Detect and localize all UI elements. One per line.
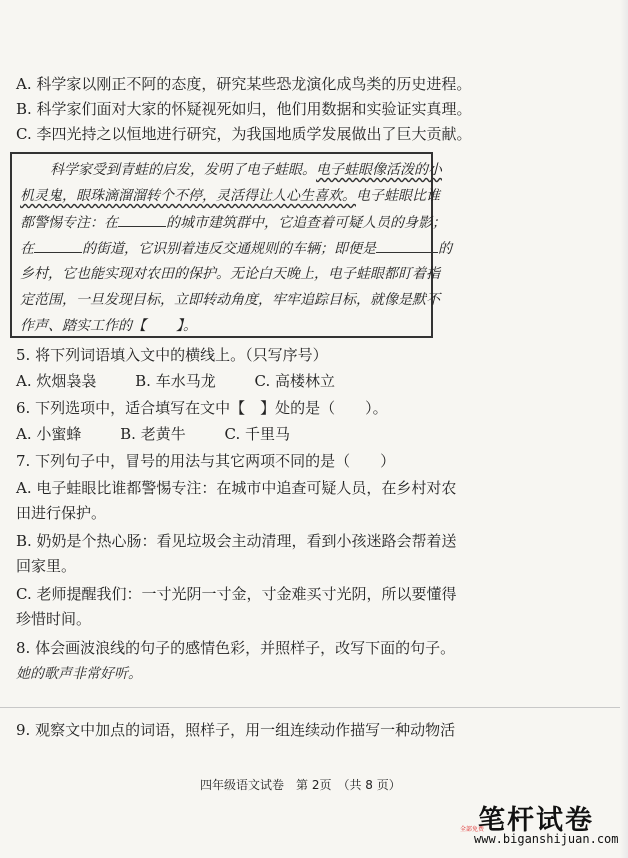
q5-option-c[interactable]: C. 高楼林立 xyxy=(254,372,335,390)
q6-option-b[interactable]: B. 老黄牛 xyxy=(120,425,186,443)
passage-text: 的 xyxy=(438,241,452,257)
q9-title: 9. 观察文中加点的词语，照样子，用一组连续动作描写一种动物活 xyxy=(16,721,456,739)
passage-line-2 xyxy=(20,186,440,206)
fill-blank-1[interactable] xyxy=(118,212,166,227)
passage-text: 都警惕专注：在 xyxy=(20,215,118,231)
passage-line-1 xyxy=(50,160,442,180)
passage-line-6: 定范围，一旦发现目标，立即转动角度，牢牢追踪目标，就像是默不 xyxy=(20,292,440,308)
passage-line-7 xyxy=(20,316,197,336)
passage-line-3 xyxy=(20,212,446,233)
wavy-underlined-text: 电子蛙眼像活泼的小 xyxy=(316,162,442,178)
q4-option-c: C. 李四光持之以恒地进行研究，为我国地质学发展做出了巨大贡献。 xyxy=(16,125,472,143)
q5-title: 5. 将下列词语填入文中的横线上。（只写序号） xyxy=(16,346,328,364)
q7-option-a-line2: 田进行保护。 xyxy=(16,504,107,522)
passage-text: 】。 xyxy=(176,318,197,334)
section-divider xyxy=(0,707,628,708)
passage-text: 在 xyxy=(20,241,34,257)
q8-title: 8. 体会画波浪线的句子的感情色彩，并照样子，改写下面的句子。 xyxy=(16,639,456,657)
q8-sentence: 她的歌声非常好听。 xyxy=(16,666,142,682)
brand-tag: 全部免费 xyxy=(460,826,485,833)
passage-text: 科学家受到青蛙的启发，发明了电子蛙眼。 xyxy=(50,162,316,178)
q7-option-b-line1[interactable]: B. 奶奶是个热心肠：看见垃圾会主动清理，看到小孩迷路会帮着送 xyxy=(16,532,457,550)
q4-option-b: B. 科学家们面对大家的怀疑视死如归，他们用数据和实验证实真理。 xyxy=(16,100,472,118)
q7-option-c-line1[interactable]: C. 老师提醒我们：一寸光阴一寸金，寸金难买寸光阴，所以要懂得 xyxy=(16,585,457,603)
q7-title: 7. 下列句子中，冒号的用法与其它两项不同的是（ ） xyxy=(16,452,396,470)
q6-title: 6. 下列选项中，适合填写在文中【 】处的是（ ）。 xyxy=(16,399,388,417)
passage-text: 的街道，它识别着违反交通规则的车辆；即便是 xyxy=(82,241,376,257)
passage-text: 的城市建筑群中，它追查着可疑人员的身影； xyxy=(166,215,446,231)
q5-options xyxy=(16,371,369,391)
passage-line-4 xyxy=(20,238,452,259)
brand-logo: 笔杆试卷 xyxy=(478,805,594,836)
q5-option-b[interactable]: B. 车水马龙 xyxy=(135,372,216,390)
passage-text: 作声、踏实工作的【 xyxy=(20,318,146,334)
q7-option-a-line1[interactable]: A. 电子蛙眼比谁都警惕专注：在城市中追查可疑人员，在乡村对农 xyxy=(16,479,457,497)
brand-url[interactable]: www.biganshijuan.com xyxy=(474,832,619,846)
q6-option-a[interactable]: A. 小蜜蜂 xyxy=(16,425,82,443)
q7-option-c-line2: 珍惜时间。 xyxy=(16,610,92,628)
q4-option-a: A. 科学家以刚正不阿的态度，研究某些恐龙演化成鸟类的历史进程。 xyxy=(16,75,472,93)
fill-blank-3[interactable] xyxy=(376,238,438,253)
q7-option-b-line2: 回家里。 xyxy=(16,557,77,575)
page-footer: 四年级语文试卷 第 2页 （共 8 页） xyxy=(200,778,401,792)
reading-passage xyxy=(10,152,452,338)
q5-option-a[interactable]: A. 炊烟袅袅 xyxy=(16,372,97,390)
fill-blank-2[interactable] xyxy=(34,238,82,253)
wavy-underlined-text: 机灵鬼，眼珠滴溜溜转个不停，灵活得让人心生喜欢。 xyxy=(20,188,356,204)
passage-text: 电子蛙眼比谁 xyxy=(356,188,440,204)
q6-options xyxy=(16,424,324,444)
passage-line-5: 乡村，它也能实现对农田的保护。无论白天晚上，电子蛙眼都盯着指 xyxy=(20,266,440,282)
q6-option-c[interactable]: C. 千里马 xyxy=(224,425,290,443)
page-edge-shadow xyxy=(620,0,628,858)
